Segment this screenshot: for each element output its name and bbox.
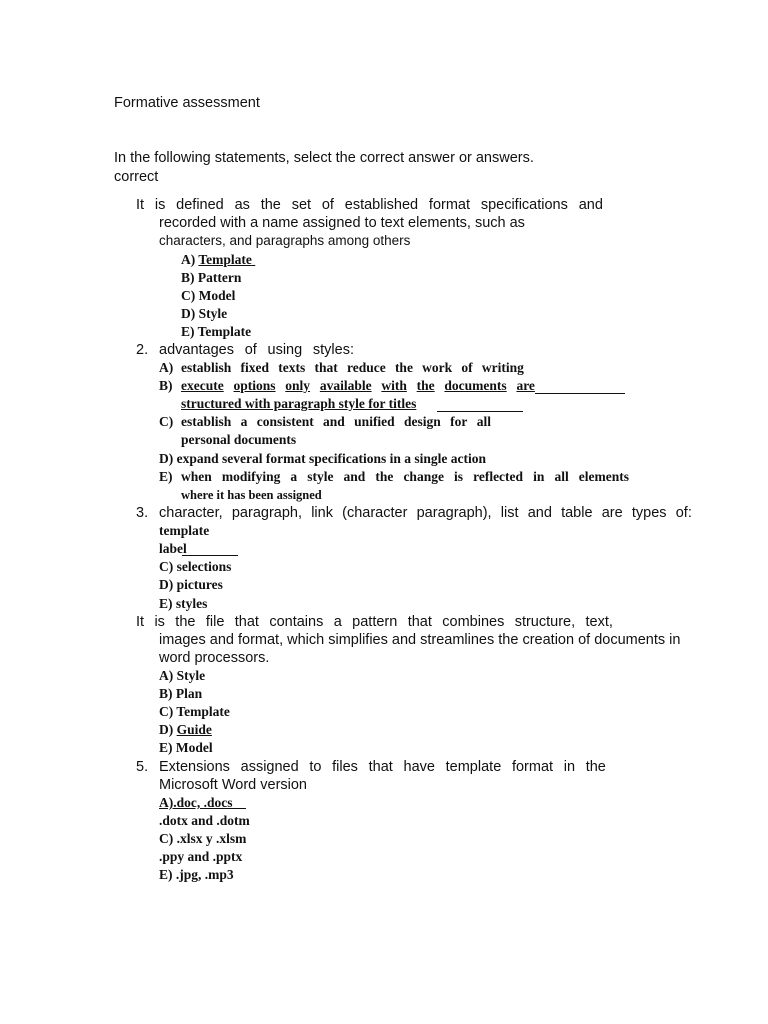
word: file <box>205 614 225 630</box>
word: of <box>461 360 473 375</box>
q4-line-3: word processors. <box>159 650 270 666</box>
word: text, <box>585 614 613 630</box>
option-text: Model <box>175 740 213 755</box>
word: specifications <box>480 197 568 213</box>
q3-number: 3. <box>136 505 149 521</box>
option-letter: C) <box>159 559 174 574</box>
word: paragraph, <box>231 505 302 521</box>
word: that <box>314 360 338 375</box>
word: and <box>527 505 552 521</box>
instructions-line-1: In the following statements, select the correct answer or answers. <box>114 150 534 166</box>
word: template <box>445 759 502 775</box>
word: that <box>234 614 259 630</box>
q5-option-e <box>159 866 234 884</box>
q1-line-1 <box>136 196 603 214</box>
option-text: A).doc, .docs <box>159 795 233 810</box>
word: design <box>404 414 441 429</box>
q4-line-2: images and format, which simplifies and streamlines the creation of documents in <box>159 632 681 648</box>
q3-option-c <box>159 558 231 576</box>
q2-option-b-cont: structured with paragraph style for titles <box>181 396 417 411</box>
option-text: Style <box>176 668 206 683</box>
word: is <box>454 469 464 484</box>
word: in <box>563 759 576 775</box>
q5-option-b: .dotx and .dotm <box>159 813 250 828</box>
word: reduce <box>346 360 386 375</box>
q4-option-a <box>159 667 205 685</box>
word: available <box>319 378 372 393</box>
word: advantages <box>159 342 234 358</box>
option-letter: B) <box>181 270 195 285</box>
word: all <box>554 469 569 484</box>
q5-option-a <box>159 794 246 812</box>
q3-option-e <box>159 595 207 613</box>
word: elements <box>578 469 629 484</box>
q1-option-e <box>181 323 251 341</box>
option-letter: C) <box>159 831 174 846</box>
q5-line-2: Microsoft Word version <box>159 777 307 793</box>
option-letter: D) <box>181 306 196 321</box>
word: for <box>450 414 468 429</box>
word: and <box>578 197 603 213</box>
option-text: .xlsx y .xlsm <box>176 831 247 846</box>
q4-option-d <box>159 721 212 739</box>
word: It <box>136 614 145 630</box>
q2-option-b-letter: B) <box>159 378 173 393</box>
option-text: Template <box>198 252 252 267</box>
word: assigned <box>240 759 299 775</box>
word: change <box>403 469 444 484</box>
q1-option-c <box>181 287 235 305</box>
word: is <box>154 197 166 213</box>
word: table <box>561 505 593 521</box>
q2-option-b <box>181 377 535 395</box>
option-letter: A) <box>181 252 196 267</box>
word: paragraph), <box>416 505 492 521</box>
word: as <box>234 197 250 213</box>
option-text: Style <box>198 306 228 321</box>
option-letter: E) <box>181 324 195 339</box>
q1-line-3: characters, and paragraphs among others <box>159 233 411 248</box>
word: format <box>511 759 554 775</box>
q5-option-d: .ppy and .pptx <box>159 849 243 864</box>
word: is <box>154 614 165 630</box>
q2-option-a <box>181 359 524 377</box>
option-text: Pattern <box>197 270 242 285</box>
word: writing <box>481 360 524 375</box>
q2-option-c-letter: C) <box>159 414 174 429</box>
word: pattern <box>352 614 398 630</box>
word: files <box>332 759 358 775</box>
word: that <box>407 614 432 630</box>
option-letter: A) <box>159 668 174 683</box>
q1-option-b <box>181 269 241 287</box>
word: of <box>321 197 334 213</box>
word: work <box>422 360 453 375</box>
word: modifying <box>221 469 281 484</box>
q4-option-b <box>159 685 202 703</box>
word: the <box>260 197 281 213</box>
word: types <box>631 505 667 521</box>
option-text: Template <box>176 704 230 719</box>
word: combines <box>442 614 505 630</box>
word: execute <box>181 378 224 393</box>
word: using <box>267 342 303 358</box>
word: the <box>375 469 394 484</box>
option-letter: E) <box>159 596 173 611</box>
word: all <box>476 414 491 429</box>
q4-line-1 <box>136 613 613 631</box>
q2-option-e-cont: where it has been assigned <box>181 488 322 502</box>
option-text: Template <box>197 324 252 339</box>
answer-blank-line <box>535 393 625 394</box>
q2-stem <box>159 341 354 359</box>
word: It <box>136 197 145 213</box>
word: of: <box>675 505 692 521</box>
option-letter: B) <box>159 686 173 701</box>
word: contains <box>269 614 324 630</box>
word: are <box>516 378 535 393</box>
word: documents <box>444 378 507 393</box>
word: list <box>500 505 519 521</box>
option-text: pictures <box>176 577 223 592</box>
word: establish <box>181 360 232 375</box>
word: a <box>333 614 342 630</box>
word: that <box>368 759 393 775</box>
word: of <box>244 342 257 358</box>
q4-option-c <box>159 703 230 721</box>
word: are <box>601 505 623 521</box>
answer-blank-line <box>182 555 238 556</box>
word: reflected <box>473 469 524 484</box>
q1-option-d <box>181 305 227 323</box>
word: texts <box>278 360 306 375</box>
q5-number: 5. <box>136 759 149 775</box>
word: style <box>307 469 334 484</box>
q2-option-d: D) expand several format specifications in a single action <box>159 451 486 466</box>
option-text: selections <box>176 559 232 574</box>
word: the <box>416 378 435 393</box>
q2-option-a-letter: A) <box>159 360 174 375</box>
word: link <box>311 505 333 521</box>
word: format <box>428 197 471 213</box>
q4-option-e <box>159 739 213 757</box>
word: the <box>585 759 606 775</box>
word: unified <box>354 414 395 429</box>
q2-number: 2. <box>136 342 149 358</box>
q3-option-template: template <box>159 523 210 538</box>
option-letter: C) <box>159 704 174 719</box>
option-text: styles <box>175 596 208 611</box>
word: a <box>240 414 248 429</box>
word: in <box>533 469 545 484</box>
q2-option-c-cont: personal documents <box>181 432 297 447</box>
option-text: .jpg, .mp3 <box>175 867 234 882</box>
q2-option-e-letter: E) <box>159 469 173 484</box>
word: the <box>394 360 413 375</box>
word: defined <box>176 197 224 213</box>
word: have <box>403 759 435 775</box>
word: establish <box>181 414 232 429</box>
word: Extensions <box>159 759 230 775</box>
word: and <box>323 414 345 429</box>
option-letter: D) <box>159 722 174 737</box>
word: consistent <box>256 414 314 429</box>
q1-option-a <box>181 251 255 269</box>
q2-option-e <box>181 468 629 486</box>
word: only <box>285 378 311 393</box>
option-letter: C) <box>181 288 196 303</box>
option-text: Plan <box>175 686 203 701</box>
q3-option-d <box>159 576 223 594</box>
word: character, <box>159 505 223 521</box>
word: (character <box>342 505 408 521</box>
word: to <box>309 759 322 775</box>
word: structure, <box>514 614 576 630</box>
option-text: Guide <box>176 722 212 737</box>
word: established <box>344 197 419 213</box>
word: with <box>381 378 407 393</box>
q3-option-label: label <box>159 541 187 556</box>
instructions-line-2: correct <box>114 169 159 185</box>
word: the <box>175 614 196 630</box>
option-letter: E) <box>159 740 173 755</box>
option-letter: E) <box>159 867 173 882</box>
word: a <box>290 469 298 484</box>
option-text: Model <box>198 288 236 303</box>
document-title: Formative assessment <box>114 95 260 111</box>
q1-line-2: recorded with a name assigned to text elements, such as <box>159 215 525 231</box>
answer-blank-line <box>437 411 523 412</box>
q3-stem <box>159 504 692 522</box>
word: set <box>291 197 312 213</box>
word: options <box>233 378 276 393</box>
q5-stem <box>159 758 606 776</box>
option-letter: D) <box>159 577 174 592</box>
q5-option-c <box>159 830 246 848</box>
q2-option-c <box>181 413 491 431</box>
word: when <box>181 469 212 484</box>
word: fixed <box>240 360 269 375</box>
word: styles: <box>312 342 354 358</box>
word: and <box>343 469 366 484</box>
